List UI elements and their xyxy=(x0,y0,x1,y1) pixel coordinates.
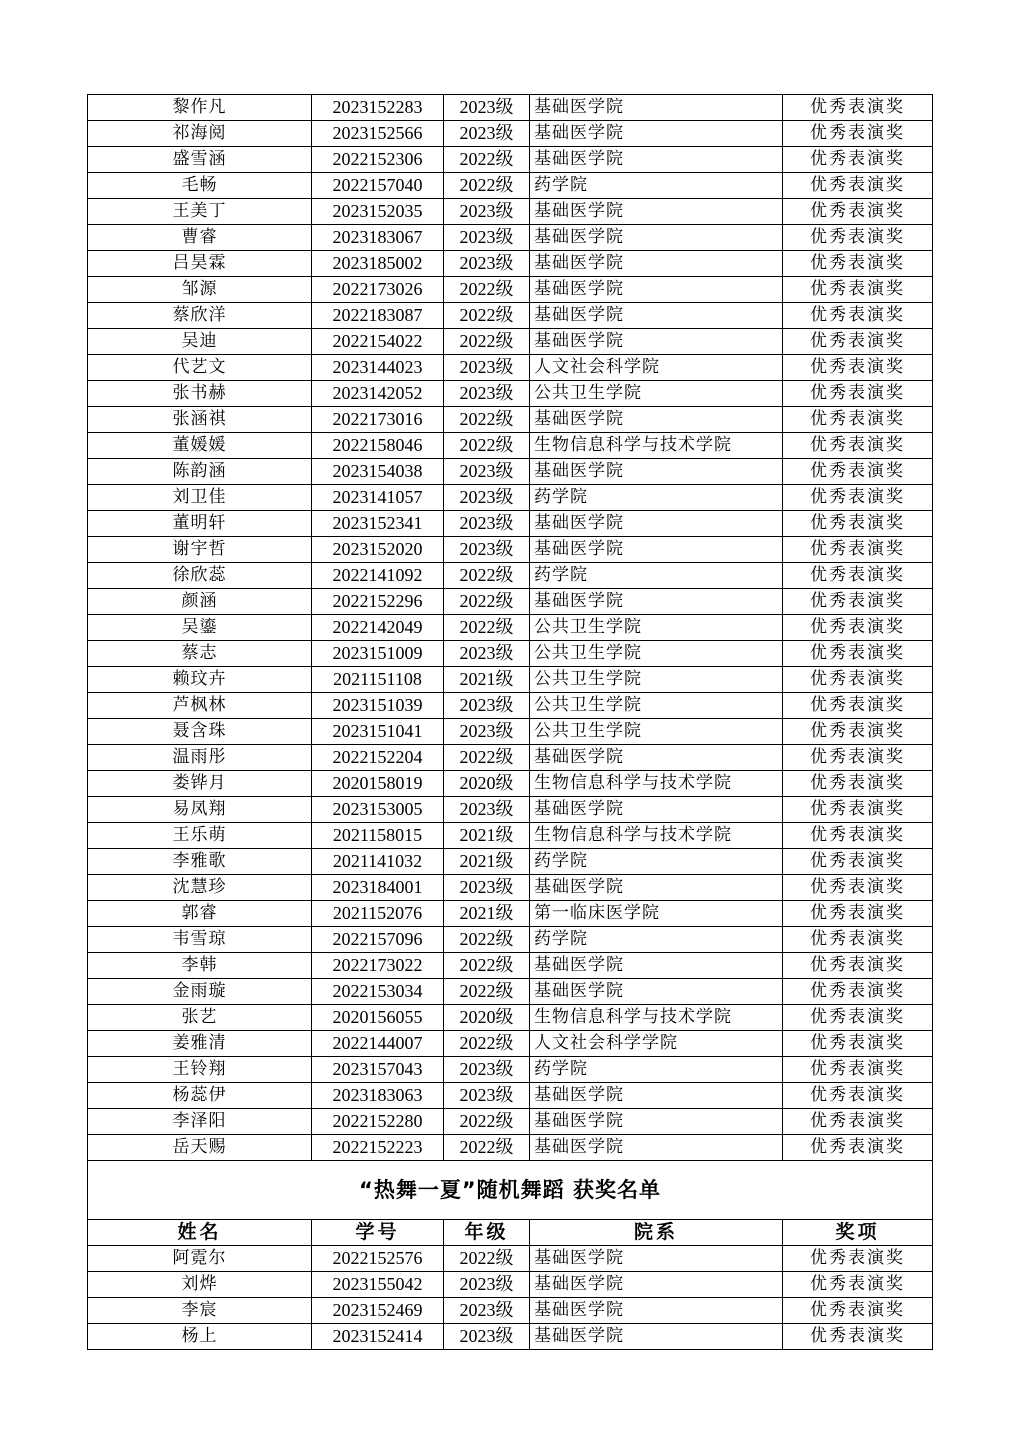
award-cell: 优秀表演奖 xyxy=(783,1135,933,1161)
grade-cell: 2023级 xyxy=(444,719,530,745)
student-name-cell: 曹睿 xyxy=(88,225,312,251)
table-row xyxy=(88,771,933,797)
student-id-cell: 2023141057 xyxy=(312,485,444,511)
award-cell: 优秀表演奖 xyxy=(783,745,933,771)
table-row xyxy=(88,1083,933,1109)
grade-cell: 2023级 xyxy=(444,511,530,537)
student-name-cell: 金雨璇 xyxy=(88,979,312,1005)
table-row xyxy=(88,693,933,719)
grade-cell: 2022级 xyxy=(444,329,530,355)
student-id-cell: 2022153034 xyxy=(312,979,444,1005)
department-cell: 基础医学院 xyxy=(530,979,783,1005)
student-id-cell: 2023152469 xyxy=(312,1298,444,1324)
award-cell: 优秀表演奖 xyxy=(783,1246,933,1272)
award-cell: 优秀表演奖 xyxy=(783,433,933,459)
student-id-cell: 2022157096 xyxy=(312,927,444,953)
student-name-cell: 吕昊霖 xyxy=(88,251,312,277)
table-row xyxy=(88,251,933,277)
student-id-cell: 2022142049 xyxy=(312,615,444,641)
grade-cell: 2021级 xyxy=(444,823,530,849)
table-row xyxy=(88,121,933,147)
table-row xyxy=(88,719,933,745)
grade-cell: 2022级 xyxy=(444,277,530,303)
student-id-cell: 2022152306 xyxy=(312,147,444,173)
student-name-cell: 盛雪涵 xyxy=(88,147,312,173)
student-name-cell: 韦雪琼 xyxy=(88,927,312,953)
student-id-cell: 2022158046 xyxy=(312,433,444,459)
department-cell: 公共卫生学院 xyxy=(530,641,783,667)
award-cell: 优秀表演奖 xyxy=(783,173,933,199)
student-name-cell: 张涵祺 xyxy=(88,407,312,433)
student-id-cell: 2022152204 xyxy=(312,745,444,771)
table-row xyxy=(88,979,933,1005)
award-cell: 优秀表演奖 xyxy=(783,1272,933,1298)
student-id-cell: 2020156055 xyxy=(312,1005,444,1031)
grade-cell: 2023级 xyxy=(444,459,530,485)
table-row xyxy=(88,511,933,537)
table-row xyxy=(88,927,933,953)
header-body xyxy=(88,1220,933,1246)
grade-cell: 2023级 xyxy=(444,199,530,225)
student-name-cell: 王美丁 xyxy=(88,199,312,225)
student-name-cell: 王乐萌 xyxy=(88,823,312,849)
table-row xyxy=(88,563,933,589)
award-cell: 优秀表演奖 xyxy=(783,277,933,303)
department-cell: 基础医学院 xyxy=(530,1246,783,1272)
grade-cell: 2022级 xyxy=(444,173,530,199)
student-name-cell: 刘卫佳 xyxy=(88,485,312,511)
grade-cell: 2022级 xyxy=(444,1109,530,1135)
award-cell: 优秀表演奖 xyxy=(783,823,933,849)
grade-cell: 2023级 xyxy=(444,1083,530,1109)
student-id-cell: 2023151039 xyxy=(312,693,444,719)
student-name-cell: 聂含珠 xyxy=(88,719,312,745)
table-row xyxy=(88,1005,933,1031)
student-name-cell: 温雨彤 xyxy=(88,745,312,771)
department-cell: 公共卫生学院 xyxy=(530,381,783,407)
grade-cell: 2022级 xyxy=(444,615,530,641)
student-id-cell: 2022157040 xyxy=(312,173,444,199)
department-cell: 药学院 xyxy=(530,1057,783,1083)
student-id-cell: 2023153005 xyxy=(312,797,444,823)
grade-cell: 2021级 xyxy=(444,849,530,875)
department-cell: 基础医学院 xyxy=(530,199,783,225)
award-cell: 优秀表演奖 xyxy=(783,95,933,121)
student-name-cell: 谢宇哲 xyxy=(88,537,312,563)
student-id-cell: 2023185002 xyxy=(312,251,444,277)
student-id-cell: 2022183087 xyxy=(312,303,444,329)
award-cell: 优秀表演奖 xyxy=(783,1005,933,1031)
table-row xyxy=(88,797,933,823)
student-id-cell: 2022154022 xyxy=(312,329,444,355)
student-name-cell: 蔡欣洋 xyxy=(88,303,312,329)
grade-cell: 2022级 xyxy=(444,927,530,953)
student-name-cell: 岳天赐 xyxy=(88,1135,312,1161)
student-name-cell: 李泽阳 xyxy=(88,1109,312,1135)
student-name-cell: 祁海阅 xyxy=(88,121,312,147)
grade-cell: 2022级 xyxy=(444,589,530,615)
department-cell: 药学院 xyxy=(530,849,783,875)
student-id-cell: 2023152020 xyxy=(312,537,444,563)
department-cell: 基础医学院 xyxy=(530,953,783,979)
grade-cell: 2021级 xyxy=(444,901,530,927)
student-name-cell: 杨上 xyxy=(88,1324,312,1350)
student-name-cell: 吴鎏 xyxy=(88,615,312,641)
student-name-cell: 毛畅 xyxy=(88,173,312,199)
student-name-cell: 芦枫林 xyxy=(88,693,312,719)
student-name-cell: 邹源 xyxy=(88,277,312,303)
grade-cell: 2022级 xyxy=(444,563,530,589)
grade-cell: 2022级 xyxy=(444,953,530,979)
department-cell: 基础医学院 xyxy=(530,875,783,901)
student-name-cell: 王铃翔 xyxy=(88,1057,312,1083)
department-cell: 基础医学院 xyxy=(530,797,783,823)
award-cell: 优秀表演奖 xyxy=(783,771,933,797)
award-cell: 优秀表演奖 xyxy=(783,797,933,823)
student-id-cell: 2022152576 xyxy=(312,1246,444,1272)
grade-cell: 2022级 xyxy=(444,407,530,433)
student-name-cell: 郭睿 xyxy=(88,901,312,927)
student-id-cell: 2022173022 xyxy=(312,953,444,979)
grade-cell: 2023级 xyxy=(444,1324,530,1350)
student-id-cell: 2023152035 xyxy=(312,199,444,225)
award-cell: 优秀表演奖 xyxy=(783,459,933,485)
student-name-cell: 阿霓尔 xyxy=(88,1246,312,1272)
student-id-cell: 2022152223 xyxy=(312,1135,444,1161)
department-cell: 基础医学院 xyxy=(530,537,783,563)
award-cell: 优秀表演奖 xyxy=(783,1057,933,1083)
department-cell: 基础医学院 xyxy=(530,1083,783,1109)
department-cell: 基础医学院 xyxy=(530,251,783,277)
student-id-cell: 2023151041 xyxy=(312,719,444,745)
department-cell: 基础医学院 xyxy=(530,745,783,771)
award-cell: 优秀表演奖 xyxy=(783,849,933,875)
award-cell: 优秀表演奖 xyxy=(783,381,933,407)
student-name-cell: 杨蕊伊 xyxy=(88,1083,312,1109)
student-name-cell: 徐欣蕊 xyxy=(88,563,312,589)
department-cell: 基础医学院 xyxy=(530,511,783,537)
grade-cell: 2022级 xyxy=(444,303,530,329)
table-row xyxy=(88,329,933,355)
grade-cell: 2020级 xyxy=(444,771,530,797)
grade-cell: 2023级 xyxy=(444,225,530,251)
table-row xyxy=(88,849,933,875)
table-row xyxy=(88,1109,933,1135)
award-cell: 优秀表演奖 xyxy=(783,303,933,329)
department-cell: 药学院 xyxy=(530,173,783,199)
grade-cell: 2022级 xyxy=(444,433,530,459)
department-cell: 第一临床医学院 xyxy=(530,901,783,927)
grade-cell: 2023级 xyxy=(444,381,530,407)
student-name-cell: 娄铧月 xyxy=(88,771,312,797)
student-id-cell: 2023152341 xyxy=(312,511,444,537)
award-cell: 优秀表演奖 xyxy=(783,667,933,693)
award-cell: 优秀表演奖 xyxy=(783,563,933,589)
table-row xyxy=(88,433,933,459)
table-row xyxy=(88,407,933,433)
student-id-cell: 2022173026 xyxy=(312,277,444,303)
table-row xyxy=(88,875,933,901)
department-cell: 基础医学院 xyxy=(530,1135,783,1161)
student-name-cell: 易凤翔 xyxy=(88,797,312,823)
grade-cell: 2023级 xyxy=(444,1057,530,1083)
student-name-cell: 李韩 xyxy=(88,953,312,979)
student-id-cell: 2020158019 xyxy=(312,771,444,797)
department-cell: 基础医学院 xyxy=(530,459,783,485)
department-cell: 公共卫生学院 xyxy=(530,693,783,719)
student-id-cell: 2023142052 xyxy=(312,381,444,407)
student-id-cell: 2023155042 xyxy=(312,1272,444,1298)
student-name-cell: 沈慧珍 xyxy=(88,875,312,901)
table-row xyxy=(88,667,933,693)
award-table-body-2 xyxy=(88,1246,933,1350)
table-row xyxy=(88,589,933,615)
award-cell: 优秀表演奖 xyxy=(783,927,933,953)
section-title-row xyxy=(88,1161,933,1220)
grade-cell: 2023级 xyxy=(444,121,530,147)
table-row xyxy=(88,147,933,173)
table-row xyxy=(88,355,933,381)
table-header-row xyxy=(88,1220,933,1246)
department-cell: 药学院 xyxy=(530,485,783,511)
department-cell: 基础医学院 xyxy=(530,225,783,251)
student-id-cell: 2023144023 xyxy=(312,355,444,381)
student-id-cell: 2023157043 xyxy=(312,1057,444,1083)
award-cell: 优秀表演奖 xyxy=(783,953,933,979)
table-row xyxy=(88,485,933,511)
header-department: 院系 xyxy=(530,1220,783,1246)
student-id-cell: 2021158015 xyxy=(312,823,444,849)
table-row xyxy=(88,537,933,563)
table-row xyxy=(88,277,933,303)
table-row xyxy=(88,459,933,485)
student-id-cell: 2021152076 xyxy=(312,901,444,927)
award-cell: 优秀表演奖 xyxy=(783,199,933,225)
award-cell: 优秀表演奖 xyxy=(783,225,933,251)
award-cell: 优秀表演奖 xyxy=(783,693,933,719)
student-name-cell: 董媛媛 xyxy=(88,433,312,459)
table-row xyxy=(88,823,933,849)
department-cell: 人文社会科学院 xyxy=(530,355,783,381)
award-table xyxy=(87,94,933,1350)
award-cell: 优秀表演奖 xyxy=(783,1324,933,1350)
award-cell: 优秀表演奖 xyxy=(783,511,933,537)
table-row xyxy=(88,1031,933,1057)
student-name-cell: 吴迪 xyxy=(88,329,312,355)
award-cell: 优秀表演奖 xyxy=(783,615,933,641)
grade-cell: 2020级 xyxy=(444,1005,530,1031)
grade-cell: 2023级 xyxy=(444,875,530,901)
department-cell: 药学院 xyxy=(530,927,783,953)
student-id-cell: 2023151009 xyxy=(312,641,444,667)
award-cell: 优秀表演奖 xyxy=(783,901,933,927)
grade-cell: 2023级 xyxy=(444,355,530,381)
table-row xyxy=(88,1057,933,1083)
department-cell: 基础医学院 xyxy=(530,1298,783,1324)
grade-cell: 2022级 xyxy=(444,1135,530,1161)
student-id-cell: 2021141032 xyxy=(312,849,444,875)
grade-cell: 2023级 xyxy=(444,537,530,563)
department-cell: 基础医学院 xyxy=(530,1109,783,1135)
department-cell: 基础医学院 xyxy=(530,147,783,173)
table-row xyxy=(88,901,933,927)
student-id-cell: 2023183063 xyxy=(312,1083,444,1109)
department-cell: 生物信息科学与技术学院 xyxy=(530,771,783,797)
table-row xyxy=(88,745,933,771)
student-name-cell: 董明轩 xyxy=(88,511,312,537)
grade-cell: 2022级 xyxy=(444,1031,530,1057)
grade-cell: 2022级 xyxy=(444,745,530,771)
student-name-cell: 李雅歌 xyxy=(88,849,312,875)
student-name-cell: 黎作凡 xyxy=(88,95,312,121)
department-cell: 基础医学院 xyxy=(530,95,783,121)
department-cell: 生物信息科学与技术学院 xyxy=(530,433,783,459)
header-student-id: 学号 xyxy=(312,1220,444,1246)
table-row xyxy=(88,173,933,199)
grade-cell: 2023级 xyxy=(444,797,530,823)
student-id-cell: 2022141092 xyxy=(312,563,444,589)
award-cell: 优秀表演奖 xyxy=(783,589,933,615)
student-name-cell: 代艺文 xyxy=(88,355,312,381)
department-cell: 基础医学院 xyxy=(530,1272,783,1298)
student-id-cell: 2022144007 xyxy=(312,1031,444,1057)
table-row xyxy=(88,381,933,407)
award-cell: 优秀表演奖 xyxy=(783,1031,933,1057)
table-row xyxy=(88,1246,933,1272)
section-title: “热舞一夏”随机舞蹈 获奖名单 xyxy=(88,1161,933,1220)
student-name-cell: 张书赫 xyxy=(88,381,312,407)
table-row xyxy=(88,199,933,225)
table-row xyxy=(88,225,933,251)
department-cell: 公共卫生学院 xyxy=(530,719,783,745)
student-name-cell: 蔡志 xyxy=(88,641,312,667)
department-cell: 基础医学院 xyxy=(530,589,783,615)
department-cell: 人文社会科学学院 xyxy=(530,1031,783,1057)
grade-cell: 2021级 xyxy=(444,667,530,693)
table-row xyxy=(88,1324,933,1350)
student-id-cell: 2023183067 xyxy=(312,225,444,251)
award-cell: 优秀表演奖 xyxy=(783,329,933,355)
department-cell: 公共卫生学院 xyxy=(530,615,783,641)
grade-cell: 2022级 xyxy=(444,1246,530,1272)
student-id-cell: 2023154038 xyxy=(312,459,444,485)
student-id-cell: 2023152283 xyxy=(312,95,444,121)
award-cell: 优秀表演奖 xyxy=(783,719,933,745)
student-id-cell: 2022173016 xyxy=(312,407,444,433)
award-cell: 优秀表演奖 xyxy=(783,251,933,277)
header-award: 奖项 xyxy=(783,1220,933,1246)
student-id-cell: 2022152280 xyxy=(312,1109,444,1135)
student-name-cell: 陈韵涵 xyxy=(88,459,312,485)
section-title-body xyxy=(88,1161,933,1220)
grade-cell: 2023级 xyxy=(444,251,530,277)
department-cell: 公共卫生学院 xyxy=(530,667,783,693)
department-cell: 基础医学院 xyxy=(530,121,783,147)
table-row xyxy=(88,1135,933,1161)
award-cell: 优秀表演奖 xyxy=(783,875,933,901)
award-table-body-1 xyxy=(88,95,933,1161)
student-name-cell: 赖玟卉 xyxy=(88,667,312,693)
department-cell: 基础医学院 xyxy=(530,303,783,329)
award-cell: 优秀表演奖 xyxy=(783,1109,933,1135)
grade-cell: 2023级 xyxy=(444,95,530,121)
grade-cell: 2023级 xyxy=(444,485,530,511)
department-cell: 生物信息科学与技术学院 xyxy=(530,1005,783,1031)
header-grade: 年级 xyxy=(444,1220,530,1246)
student-id-cell: 2021151108 xyxy=(312,667,444,693)
grade-cell: 2023级 xyxy=(444,1272,530,1298)
department-cell: 生物信息科学与技术学院 xyxy=(530,823,783,849)
student-id-cell: 2022152296 xyxy=(312,589,444,615)
grade-cell: 2023级 xyxy=(444,1298,530,1324)
department-cell: 基础医学院 xyxy=(530,1324,783,1350)
student-name-cell: 颜涵 xyxy=(88,589,312,615)
student-name-cell: 刘烨 xyxy=(88,1272,312,1298)
award-cell: 优秀表演奖 xyxy=(783,485,933,511)
award-cell: 优秀表演奖 xyxy=(783,537,933,563)
student-id-cell: 2023152566 xyxy=(312,121,444,147)
award-cell: 优秀表演奖 xyxy=(783,355,933,381)
table-row xyxy=(88,641,933,667)
student-name-cell: 李宸 xyxy=(88,1298,312,1324)
table-row xyxy=(88,303,933,329)
student-id-cell: 2023184001 xyxy=(312,875,444,901)
award-cell: 优秀表演奖 xyxy=(783,979,933,1005)
student-name-cell: 姜雅清 xyxy=(88,1031,312,1057)
award-cell: 优秀表演奖 xyxy=(783,1083,933,1109)
table-row xyxy=(88,1272,933,1298)
student-name-cell: 张艺 xyxy=(88,1005,312,1031)
grade-cell: 2023级 xyxy=(444,693,530,719)
department-cell: 基础医学院 xyxy=(530,277,783,303)
department-cell: 药学院 xyxy=(530,563,783,589)
table-row xyxy=(88,1298,933,1324)
table-row xyxy=(88,95,933,121)
award-list-page xyxy=(87,94,932,1350)
award-cell: 优秀表演奖 xyxy=(783,641,933,667)
award-cell: 优秀表演奖 xyxy=(783,121,933,147)
department-cell: 基础医学院 xyxy=(530,329,783,355)
award-cell: 优秀表演奖 xyxy=(783,407,933,433)
grade-cell: 2022级 xyxy=(444,979,530,1005)
student-id-cell: 2023152414 xyxy=(312,1324,444,1350)
table-row xyxy=(88,615,933,641)
table-row xyxy=(88,953,933,979)
header-name: 姓名 xyxy=(88,1220,312,1246)
department-cell: 基础医学院 xyxy=(530,407,783,433)
award-cell: 优秀表演奖 xyxy=(783,1298,933,1324)
award-cell: 优秀表演奖 xyxy=(783,147,933,173)
grade-cell: 2023级 xyxy=(444,641,530,667)
grade-cell: 2022级 xyxy=(444,147,530,173)
